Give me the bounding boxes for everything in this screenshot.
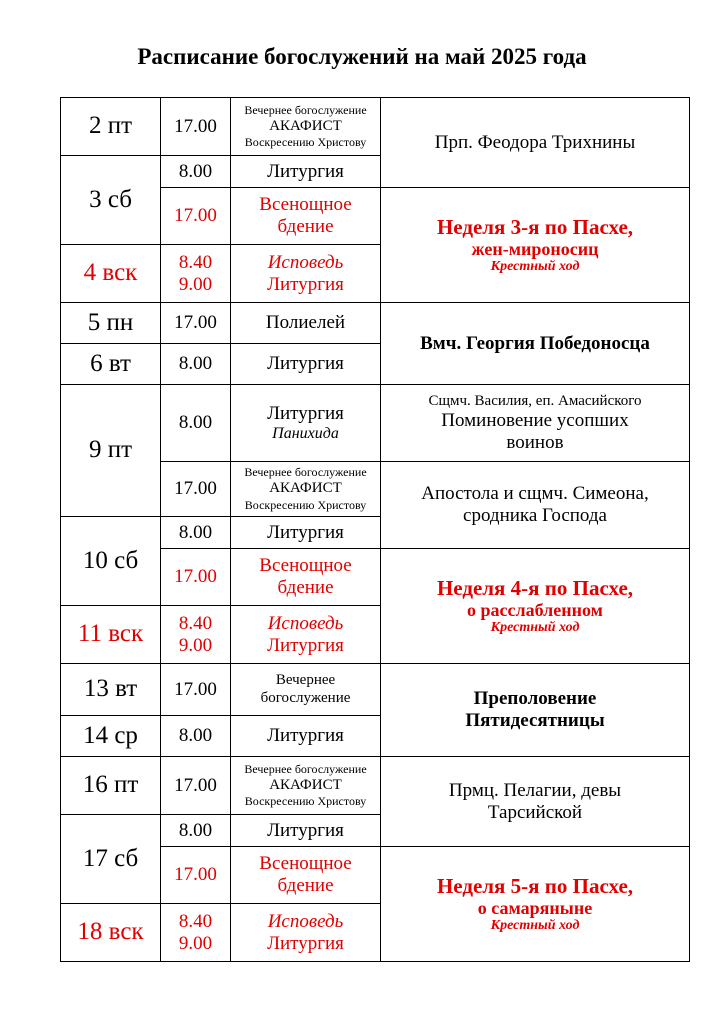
service-cell bbox=[231, 245, 381, 303]
date-cell: 13 вт bbox=[61, 664, 161, 716]
time-cell: 17.00 bbox=[161, 664, 231, 716]
vigil-line-2: бдение bbox=[277, 577, 334, 598]
service-vespers-label: Вечернее богослужение bbox=[244, 761, 367, 776]
service-cell: Литургия bbox=[231, 716, 381, 757]
date-cell: 2 пт bbox=[61, 98, 161, 156]
time-line-2: 9.00 bbox=[178, 273, 213, 295]
feast-line-2: жен-мироносиц bbox=[471, 238, 599, 259]
service-cell: Литургия bbox=[231, 156, 381, 188]
note-cell bbox=[381, 462, 690, 549]
time-cell: 17.00 bbox=[161, 303, 231, 344]
service-resurrection-label: Воскресению Христову bbox=[244, 794, 367, 809]
note-cell: Прп. Феодора Трихнины bbox=[381, 98, 690, 188]
basil-label: Сщмч. Василия, еп. Амасийского bbox=[428, 392, 642, 409]
simeon-line-1: Апостола и сщмч. Симеона, bbox=[421, 483, 649, 505]
feast-line-1: Неделя 4-я по Пасхе, bbox=[436, 575, 634, 600]
time-cell bbox=[161, 245, 231, 303]
service-vespers-label: Вечернее богослужение bbox=[244, 102, 367, 117]
procession-label: Крестный ход bbox=[490, 259, 580, 275]
service-cell: Полиелей bbox=[231, 303, 381, 344]
note-cell bbox=[381, 188, 690, 303]
confession-label: Исповедь bbox=[267, 612, 344, 634]
time-cell: 8.00 bbox=[161, 815, 231, 847]
time-cell: 17.00 bbox=[161, 462, 231, 517]
date-cell: 14 ср bbox=[61, 716, 161, 757]
midpent-line-1: Преполовение bbox=[473, 688, 597, 710]
note-cell: Вмч. Георгия Победоносца bbox=[381, 303, 690, 385]
time-cell bbox=[161, 606, 231, 664]
service-resurrection-label: Воскресению Христову bbox=[244, 135, 367, 150]
procession-label: Крестный ход bbox=[490, 620, 580, 636]
time-cell: 8.00 bbox=[161, 156, 231, 188]
page-title: Расписание богослужений на май 2025 года bbox=[137, 44, 587, 69]
time-line-1: 8.40 bbox=[178, 910, 213, 932]
service-cell bbox=[231, 757, 381, 815]
vigil-line-1: Всенощное bbox=[259, 853, 352, 875]
liturgy-label: Литургия bbox=[267, 932, 344, 954]
service-cell: Литургия bbox=[231, 344, 381, 385]
table-row bbox=[61, 385, 690, 462]
note-cell bbox=[381, 549, 690, 664]
table-row bbox=[61, 664, 690, 716]
date-cell: 6 вт bbox=[61, 344, 161, 385]
vespers-line-2: богослужение bbox=[260, 689, 351, 706]
service-cell bbox=[231, 664, 381, 716]
procession-label: Крестный ход bbox=[490, 918, 580, 934]
service-akathist-label: АКАФИСТ bbox=[269, 117, 342, 134]
date-cell: 3 сб bbox=[61, 156, 161, 245]
commem-line-2: воинов bbox=[506, 431, 564, 453]
service-cell: Литургия bbox=[231, 815, 381, 847]
date-cell: 16 пт bbox=[61, 757, 161, 815]
time-cell: 8.00 bbox=[161, 716, 231, 757]
schedule-table bbox=[60, 97, 690, 962]
note-cell bbox=[381, 385, 690, 462]
midpent-line-2: Пятидесятницы bbox=[465, 710, 605, 731]
service-vespers-label: Вечернее богослужение bbox=[244, 465, 367, 480]
note-cell bbox=[381, 664, 690, 757]
service-cell bbox=[231, 462, 381, 517]
time-line-2: 9.00 bbox=[178, 634, 213, 656]
time-cell: 8.00 bbox=[161, 517, 231, 549]
vespers-line-1: Вечернее bbox=[275, 672, 336, 689]
service-cell bbox=[231, 904, 381, 962]
date-cell: 5 пн bbox=[61, 303, 161, 344]
liturgy-label: Литургия bbox=[267, 402, 344, 424]
service-akathist-label: АКАФИСТ bbox=[269, 776, 342, 793]
date-cell: 4 вск bbox=[61, 245, 161, 303]
time-cell bbox=[161, 904, 231, 962]
confession-label: Исповедь bbox=[267, 251, 344, 273]
time-line-2: 9.00 bbox=[178, 932, 213, 954]
vigil-line-2: бдение bbox=[277, 875, 334, 896]
service-cell bbox=[231, 606, 381, 664]
time-line-1: 8.40 bbox=[178, 251, 213, 273]
date-cell: 10 сб bbox=[61, 517, 161, 606]
commem-line-1: Поминовение усопших bbox=[441, 409, 629, 431]
time-cell: 17.00 bbox=[161, 757, 231, 815]
time-cell: 8.00 bbox=[161, 344, 231, 385]
note-cell bbox=[381, 847, 690, 962]
pelagia-line-1: Прмц. Пелагии, девы bbox=[448, 779, 622, 801]
service-cell bbox=[231, 549, 381, 606]
table-row bbox=[61, 757, 690, 815]
time-cell: 8.00 bbox=[161, 385, 231, 462]
time-cell: 17.00 bbox=[161, 549, 231, 606]
service-resurrection-label: Воскресению Христову bbox=[244, 497, 367, 512]
feast-line-1: Неделя 3-я по Пасхе, bbox=[436, 214, 634, 239]
feast-line-2: о самаряныне bbox=[477, 897, 593, 918]
service-akathist-label: АКАФИСТ bbox=[269, 480, 342, 497]
feast-line-2: о расслабленном bbox=[467, 599, 603, 620]
time-cell: 17.00 bbox=[161, 847, 231, 904]
note-cell bbox=[381, 757, 690, 847]
time-cell: 17.00 bbox=[161, 98, 231, 156]
table-row bbox=[61, 98, 690, 156]
table-row bbox=[61, 303, 690, 344]
liturgy-label: Литургия bbox=[267, 273, 344, 295]
panikhida-label: Панихида bbox=[272, 424, 339, 442]
confession-label: Исповедь bbox=[267, 910, 344, 932]
simeon-line-2: сродника Господа bbox=[463, 505, 607, 526]
liturgy-label: Литургия bbox=[267, 634, 344, 656]
pelagia-line-2: Тарсийской bbox=[487, 801, 583, 823]
service-cell bbox=[231, 188, 381, 245]
service-cell: Литургия bbox=[231, 517, 381, 549]
time-line-1: 8.40 bbox=[178, 612, 213, 634]
vigil-line-1: Всенощное bbox=[259, 555, 352, 577]
service-cell bbox=[231, 385, 381, 462]
vigil-line-2: бдение bbox=[277, 216, 334, 237]
date-cell: 9 пт bbox=[61, 385, 161, 517]
date-cell: 17 сб bbox=[61, 815, 161, 904]
feast-line-1: Неделя 5-я по Пасхе, bbox=[436, 873, 634, 898]
date-cell: 18 вск bbox=[61, 904, 161, 962]
service-cell bbox=[231, 98, 381, 156]
service-cell bbox=[231, 847, 381, 904]
date-cell: 11 вск bbox=[61, 606, 161, 664]
time-cell: 17.00 bbox=[161, 188, 231, 245]
vigil-line-1: Всенощное bbox=[259, 194, 352, 216]
